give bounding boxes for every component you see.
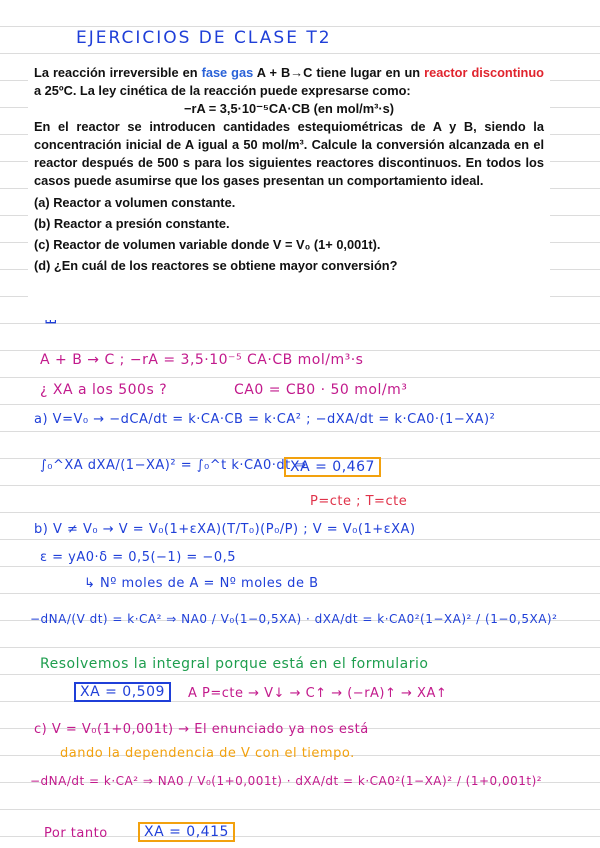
rate-law: −rA = 3,5·10⁻⁵CA·CB (en mol/m³·s) xyxy=(184,101,394,116)
result-a: XA = 0,467 xyxy=(284,457,381,477)
note-c-balance: −dNA/dt = k·CA² ⇒ NA0 / V₀(1+0,001t) · dXA/dt = k·CA0²(1−XA)² / (1+0,001t)² xyxy=(30,774,543,788)
fase-gas-highlight: fase gas xyxy=(201,65,254,80)
note-therefore: Por tanto xyxy=(44,826,108,841)
note-c-dependence: dando la dependencia de V con el tiempo. xyxy=(60,746,355,761)
question-a: (a) Reactor a volumen constante. xyxy=(34,195,236,210)
result-c: XA = 0,415 xyxy=(138,822,235,842)
note-b-reasoning: A P=cte → V↓ → C↑ → (−rA)↑ → XA↑ xyxy=(188,686,448,701)
result-b: XA = 0,509 xyxy=(74,682,171,702)
note-moles: ↳ Nº moles de A = Nº moles de B xyxy=(84,576,319,591)
note-b-equation: b) V ≠ V₀ → V = V₀(1+εXA)(T/T₀)(P₀/P) ; V = V₀(1+εXA) xyxy=(34,522,416,537)
reactor-highlight: reactor discontinuo xyxy=(424,65,544,80)
question-c: (c) Reactor de volumen variable donde V = V₀ (1+ 0,001t). xyxy=(34,237,381,252)
note-p-t-constant: P=cte ; T=cte xyxy=(310,494,408,509)
problem-intro: La reacción irreversible en fase gas A + B→C tiene lugar en un reactor discontinuo a 25ºC. La ley cinética de la reacción puede expresarse como: xyxy=(34,65,544,98)
question-d: (d) ¿En cuál de los reactores se obtiene mayor conversión? xyxy=(34,258,398,273)
note-b-balance: −dNA/(V dt) = k·CA² ⇒ NA0 / V₀(1−0,5XA) · dXA/dt = k·CA0²(1−XA)² / (1−0,5XA)² xyxy=(30,612,558,626)
note-question: ¿ XA a los 500s ? xyxy=(40,382,168,398)
note-resolve: Resolvemos la integral porque está en el formulario xyxy=(40,656,429,672)
page-title: EJERCICIOS DE CLASE T2 xyxy=(76,28,332,48)
note-epsilon: ε = yA0·δ = 0,5(−1) = −0,5 xyxy=(40,550,236,565)
note-c-volume: c) V = V₀(1+0,001t) → El enunciado ya nos está xyxy=(34,722,369,737)
problem-statement xyxy=(28,58,550,320)
problem-body: En el reactor se introducen cantidades estequiométricas de A y B, siendo la concentración inicial de A igual a 50 mol/m³. Calcule la conversión alcanzada en el reactor después de 500 s para los siguientes reactores discontinuos. En todos los casos puede asumirse que los gases presentan un comportamiento ideal. xyxy=(34,119,544,188)
note-initial-conc: CA0 = CB0 · 50 mol/m³ xyxy=(234,382,408,398)
note-a-integral: ∫₀^XA dXA/(1−XA)² = ∫₀^t k·CA0·dt ⇒ xyxy=(40,458,307,473)
question-b: (b) Reactor a presión constante. xyxy=(34,216,230,231)
note-reaction: A + B → C ; −rA = 3,5·10⁻⁵ CA·CB mol/m³·s xyxy=(40,352,364,368)
note-a-equation: a) V=V₀ → −dCA/dt = k·CA·CB = k·CA² ; −dXA/dt = k·CA0·(1−XA)² xyxy=(34,412,496,427)
